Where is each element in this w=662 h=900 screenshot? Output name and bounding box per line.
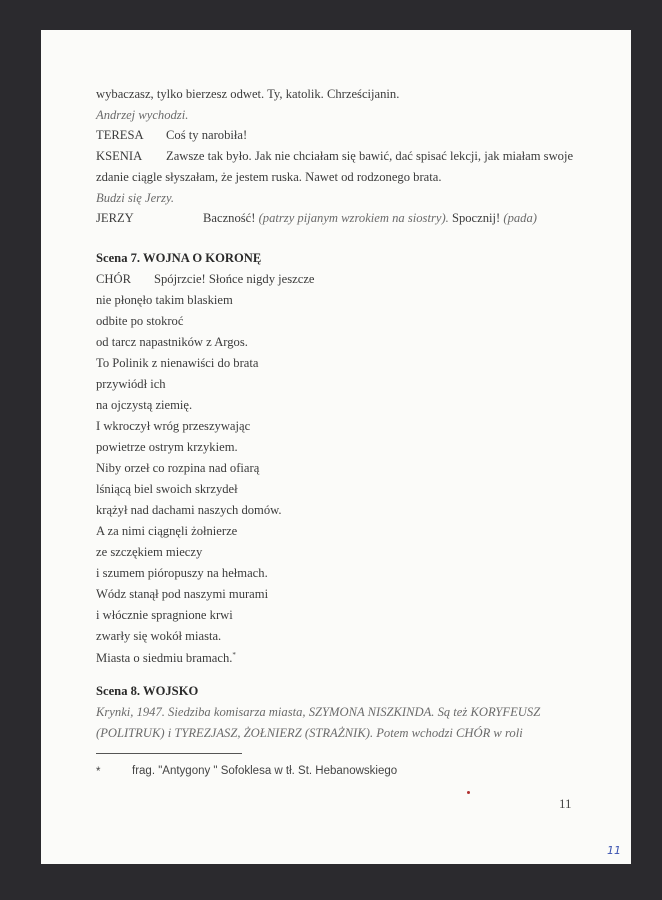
poem-line: przywiódł ich xyxy=(96,377,166,391)
speaker-name: KSENIA xyxy=(96,149,143,163)
poem-line: Miasta o siedmiu bramach.* xyxy=(96,651,236,666)
ink-dot xyxy=(467,791,470,794)
poem-line: i włócznie spragnione krwi xyxy=(96,608,233,622)
poem-line: ze szczękiem mieczy xyxy=(96,545,203,559)
poem-line: Wódz stanął pod naszymi murami xyxy=(96,587,269,601)
poem-line: lśniącą biel swoich skrzydeł xyxy=(96,482,238,496)
poem-line: A za nimi ciągnęli żołnierze xyxy=(96,524,238,538)
poem-line: Niby orzeł co rozpina nad ofiarą xyxy=(96,461,260,475)
poem-line: powietrze ostrym krzykiem. xyxy=(96,440,238,454)
footnote-marker: * xyxy=(232,651,236,659)
stage-direction: Andrzej wychodzi. xyxy=(96,108,189,122)
footnote-divider xyxy=(96,753,242,754)
dialogue-text: Spójrzcie! Słońce nigdy jeszcze xyxy=(154,272,315,286)
poem-line: od tarcz napastników z Argos. xyxy=(96,335,248,349)
dialogue-text: Coś ty narobiła! xyxy=(166,128,248,142)
footnote xyxy=(96,764,398,779)
poem-line: To Polinik z nienawiści do brata xyxy=(96,356,259,370)
speaker-name: TERESA xyxy=(96,128,144,142)
document-page xyxy=(41,30,631,864)
stage-direction: (POLITRUK) i TYREZJASZ, ŻOŁNIERZ (STRAŻNIK). Potem wchodzi CHÓR w roli xyxy=(96,726,523,740)
speaker-name: JERZY xyxy=(96,211,134,225)
dialogue-text: Zawsze tak było. Jak nie chciałam się bawić, dać spisać lekcji, jak miałam swoje xyxy=(166,149,574,163)
stage-direction: Budzi się Jerzy. xyxy=(96,191,174,205)
poem-line: I wkroczył wróg przeszywając xyxy=(96,419,251,433)
scene-title: Scena 7. WOJNA O KORONĘ xyxy=(96,251,262,265)
poem-line: nie płonęło takim blaskiem xyxy=(96,293,233,307)
text-line: wybaczasz, tylko bierzesz odwet. Ty, katolik. Chrześcijanin. xyxy=(96,87,400,101)
poem-line: zwarły się wokół miasta. xyxy=(96,629,222,643)
dialogue-text: Baczność! (patrzy pijanym wzrokiem na siostry). Spocznij! (pada) xyxy=(203,211,537,225)
page-number: 11 xyxy=(559,796,572,811)
speaker-name: CHÓR xyxy=(96,272,131,286)
poem-line: odbite po stokroć xyxy=(96,314,184,328)
poem-line: na ojczystą ziemię. xyxy=(96,398,193,412)
poem-line: krążył nad dachami naszych domów. xyxy=(96,503,282,517)
poem-line: i szumem pióropuszy na hełmach. xyxy=(96,566,268,580)
handwritten-page-number: 11 xyxy=(607,844,621,857)
footnote-text: frag. "Antygony " Sofoklesa w tł. St. Hebanowskiego xyxy=(132,765,398,777)
footnote-marker: * xyxy=(96,766,101,778)
stage-direction: Krynki, 1947. Siedziba komisarza miasta, SZYMONA NISZKINDA. Są też KORYFEUSZ xyxy=(96,705,541,719)
text-line: zdanie ciągle słyszałam, że jestem ruska. Nawet od rodzonego brata. xyxy=(96,170,442,184)
scene-title: Scena 8. WOJSKO xyxy=(96,684,199,698)
